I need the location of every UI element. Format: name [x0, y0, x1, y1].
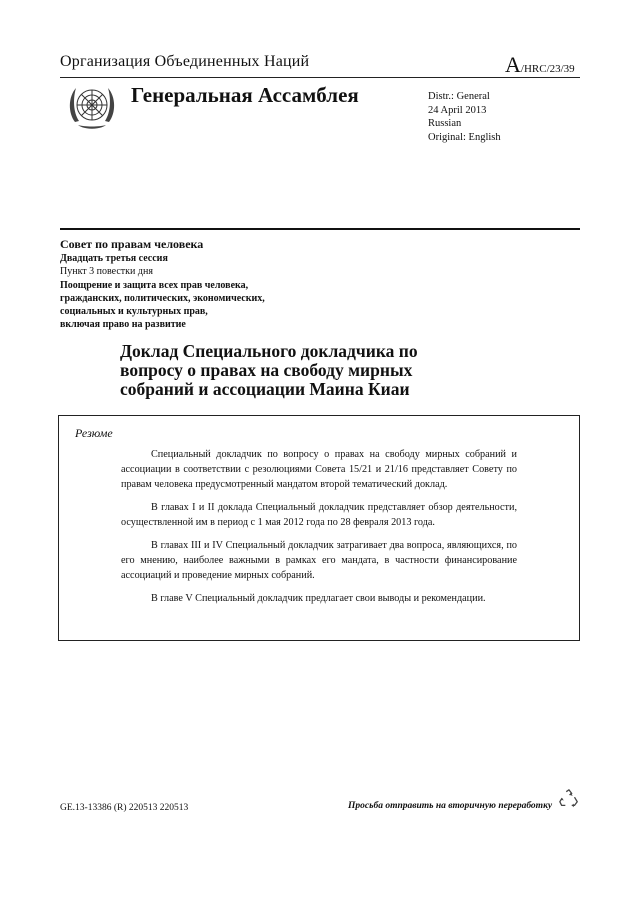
agenda-title-line: гражданских, политических, экономических, [60, 292, 265, 304]
summary-paragraph: В главах III и IV Специальный докладчик затрагивает два вопроса, являющихся, по его мнению, наиболее важными в рамках его мандата, в частности финансирование ассоциаций и проведение мирных собраний. [121, 540, 517, 581]
summary-body [121, 447, 517, 614]
report-title: Доклад Специального докладчика по вопросу о правах на свободу мирных собраний и ассоциации Маина Киаи [120, 341, 418, 399]
header-bottom-rule [60, 228, 580, 230]
distribution-type: Distr.: General [428, 91, 490, 102]
assembly-title: Генеральная Ассамблея [131, 83, 359, 107]
original-language: Original: English [428, 131, 501, 143]
agenda-item: Пункт 3 повестки дня [60, 266, 153, 278]
organization-name: Организация Объединенных Наций [60, 53, 310, 70]
document-code: GE.13-13386 (R) 220513 220513 [60, 803, 189, 813]
agenda-title-line: социальных и культурных прав, [60, 306, 208, 318]
header-rule [60, 77, 580, 78]
agenda-title-line: Поощрение и защита всех прав человека, [60, 279, 249, 291]
distribution-block [428, 90, 501, 144]
summary-paragraph: Специальный докладчик по вопросу о правах на свободу мирных собраний и ассоциации в соответствии с резолюциями Совета 15/21 и 21/16 представляет Совету по правам человека предусмотренный мандатом второй тематический доклад. [121, 449, 517, 490]
document-symbol-letter: A [505, 52, 521, 77]
summary-paragraph: В главе V Специальный докладчик предлагает свои выводы и рекомендации. [151, 593, 486, 604]
recycle-icon [558, 788, 580, 810]
recycle-note: Просьба отправить на вторичную переработку [348, 801, 553, 811]
summary-paragraph: В главах I и II доклада Специальный докладчик представляет обзор деятельности, осуществленной им в период с 1 мая 2012 года по 28 февраля 2013 года. [121, 502, 517, 528]
document-symbol [505, 52, 575, 78]
document-language: Russian [428, 118, 462, 130]
session-name: Двадцать третья сессия [60, 253, 168, 264]
council-title: Совет по правам человека [60, 237, 204, 251]
agenda-title-line: включая право на развитие [60, 319, 186, 331]
document-symbol-number: /HRC/23/39 [520, 63, 575, 75]
document-date: 24 April 2013 [428, 104, 487, 116]
session-metadata [60, 252, 265, 332]
un-emblem-icon [64, 80, 120, 136]
summary-label: Резюме [75, 426, 113, 440]
